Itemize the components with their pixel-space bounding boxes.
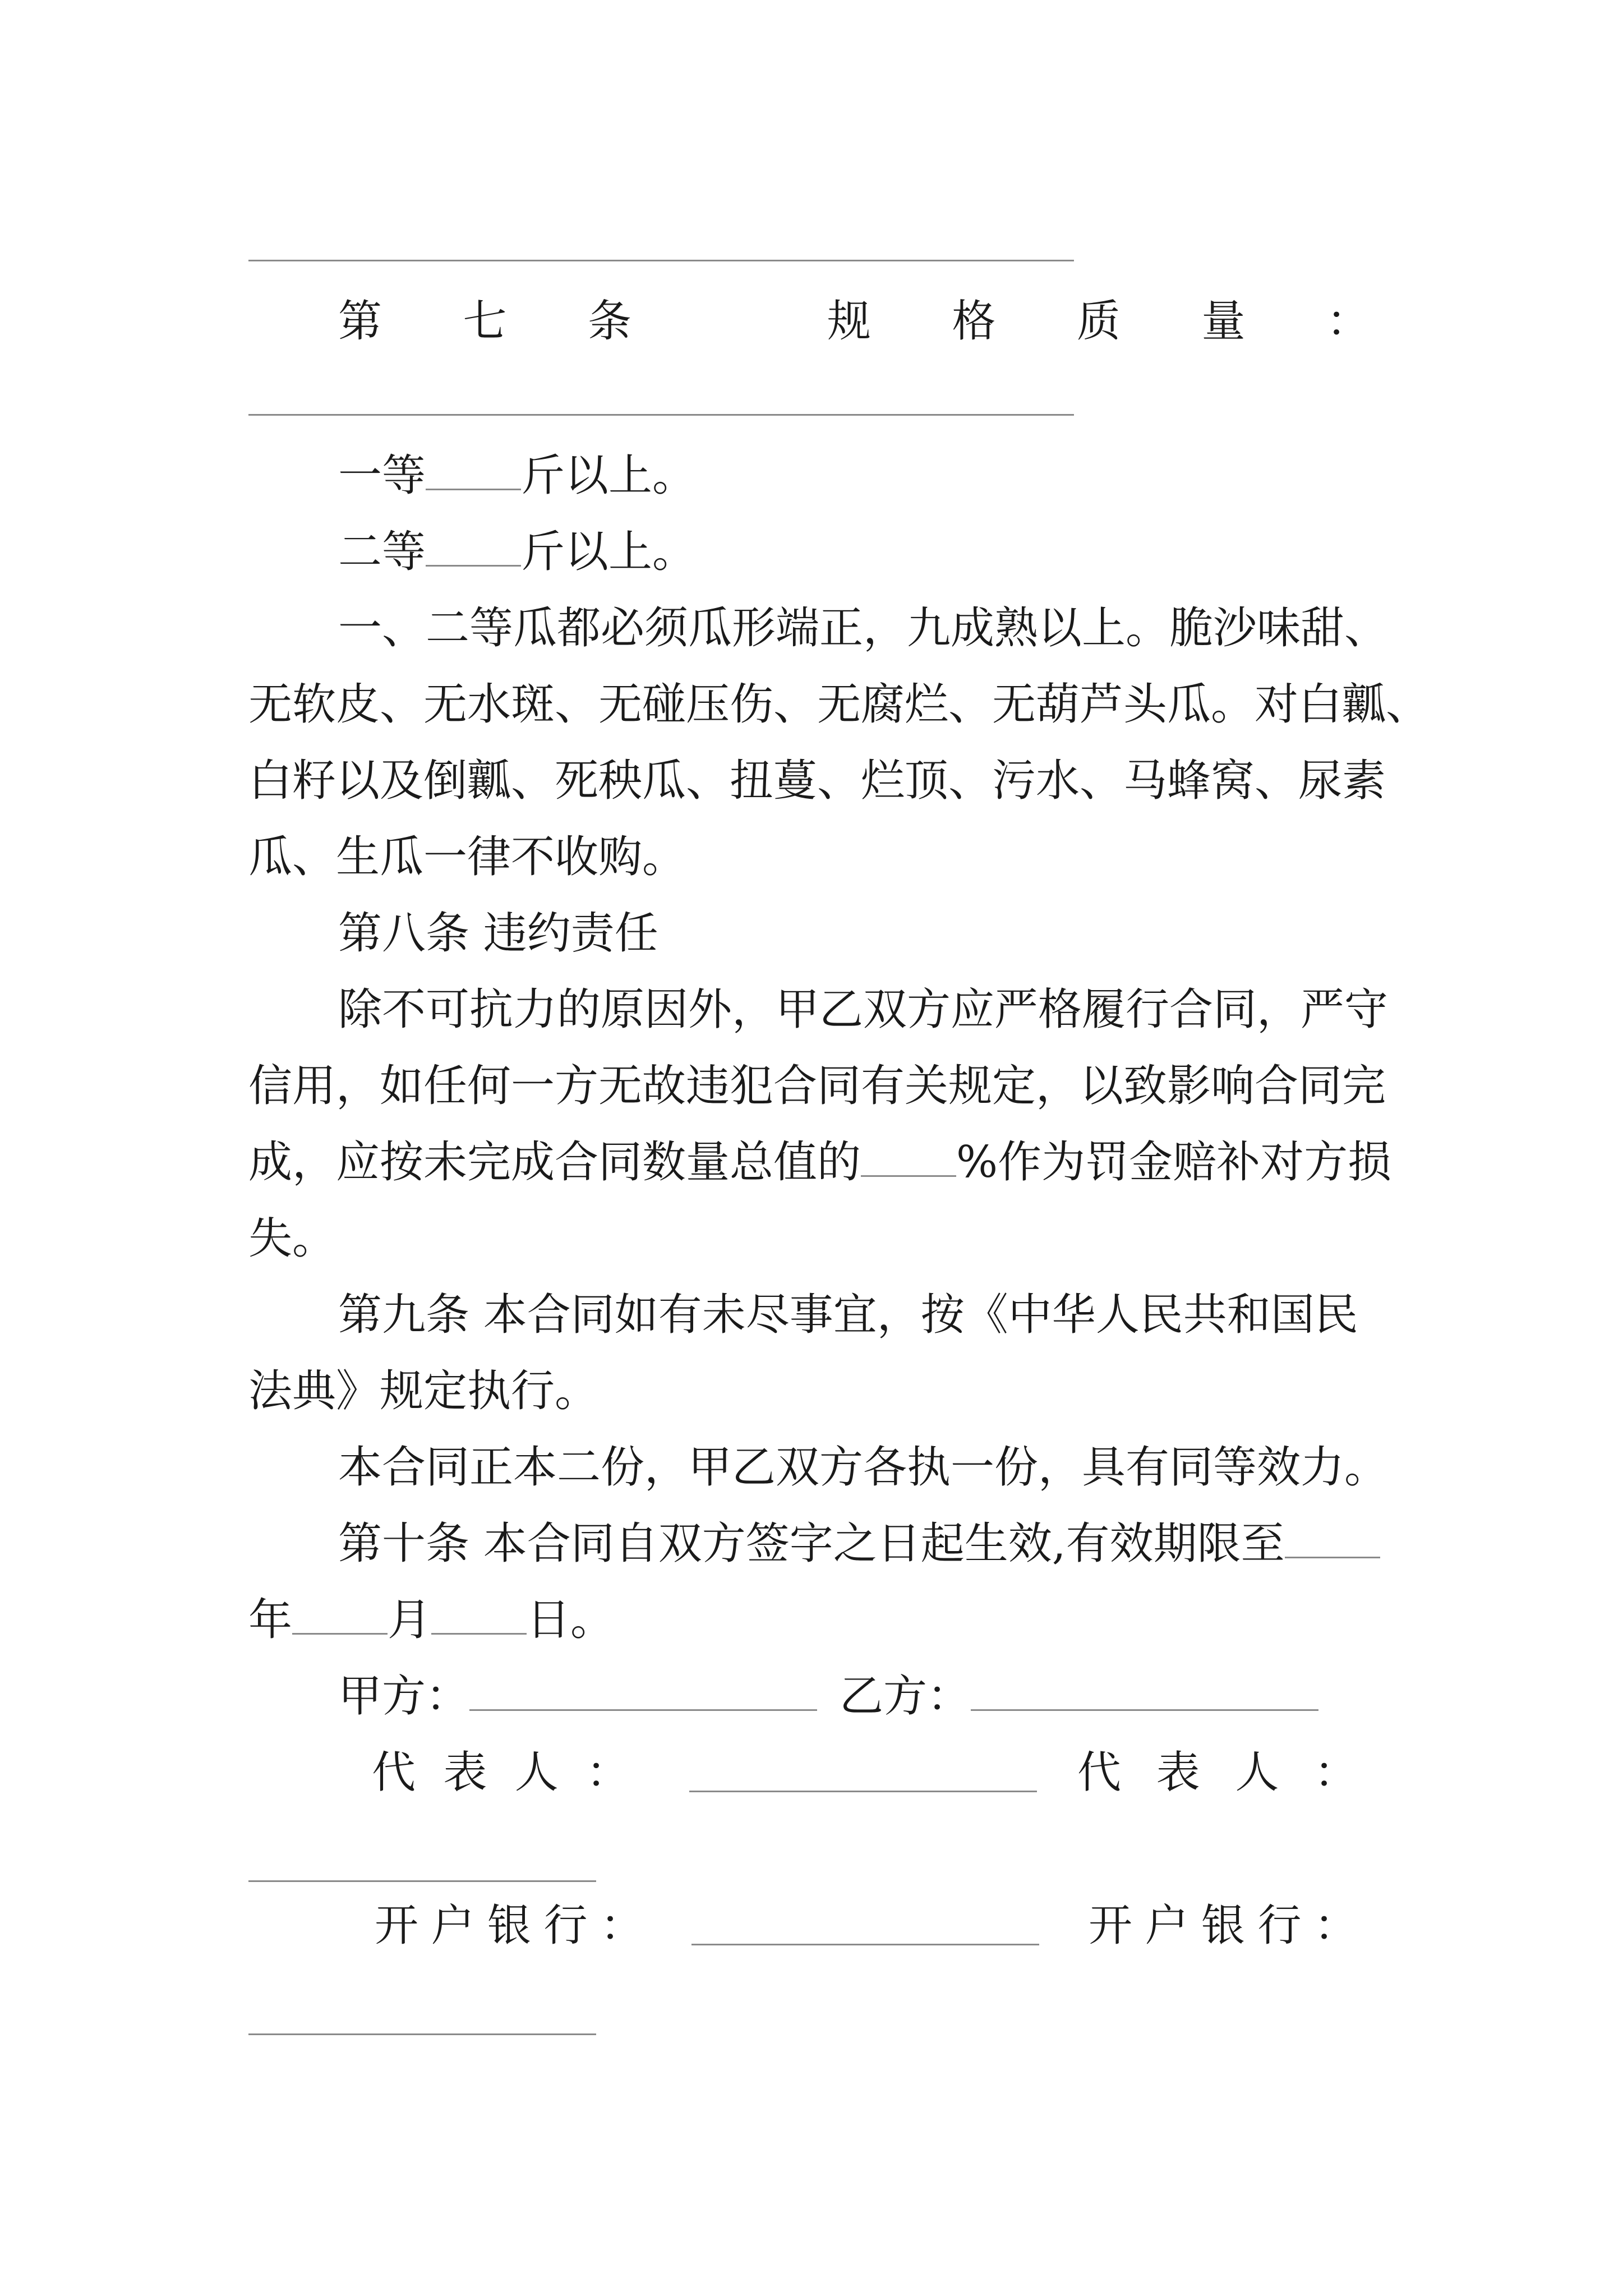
rep-char: 人: [1235, 1747, 1279, 1798]
article-7-char: 格: [952, 296, 996, 347]
bank-char: 户: [431, 1901, 475, 1951]
grade-2-blank: [426, 530, 521, 567]
grade-2-label: 二等: [338, 527, 426, 577]
article-7-char: 条: [588, 296, 632, 347]
party-b-representative-label: [1077, 1734, 1358, 1811]
article-7-char: ：: [1326, 296, 1370, 347]
quality-text: 无软皮、无水斑、无碰压伤、无腐烂、无葫芦头瓜。对白瓤、: [248, 679, 1430, 730]
article-7-char: 质: [1076, 296, 1121, 347]
rep-char: 代: [372, 1747, 416, 1798]
rep-char: ：: [1313, 1747, 1358, 1798]
bank-char: ：: [1313, 1901, 1358, 1951]
quality-text: 瓜、生瓜一律不收购。: [248, 832, 686, 882]
article-7-heading: [338, 283, 1370, 360]
grade-1-label: 一等: [338, 450, 426, 501]
party-b-bank-label: [1089, 1888, 1358, 1964]
grade-1-blank: [426, 454, 521, 490]
day-label: 日。: [527, 1595, 615, 1645]
bank-char: 户: [1145, 1901, 1189, 1951]
grade-1-suffix: 斤以上。: [521, 450, 697, 501]
expiry-date-line: [248, 1582, 1393, 1658]
article-9-text: 第九条 本合同如有未尽事宜，按《中华人民共和国民: [338, 1290, 1358, 1340]
blank-underline: [248, 414, 1074, 416]
party-signature-line: [338, 1658, 1482, 1734]
grade-1-line: [338, 438, 1482, 514]
grade-2-line: [338, 514, 1482, 590]
copies-text: 本合同正本二份，甲乙双方各执一份，具有同等效力。: [338, 1442, 1389, 1493]
bank-char: 行: [543, 1901, 588, 1951]
party-a-bank-blank: [691, 1909, 1039, 1945]
party-b-bank-blank: [248, 2033, 596, 2035]
bank-char: 行: [1257, 1901, 1302, 1951]
party-b-label: 乙方：: [840, 1671, 971, 1722]
bank-char: 银: [1201, 1901, 1245, 1951]
article-7-char: 七: [463, 296, 507, 347]
expiry-month-blank: [292, 1598, 388, 1635]
article-9-text: 法典》规定执行。: [248, 1366, 599, 1416]
article-7-char: 第: [338, 296, 382, 347]
rep-char: 代: [1077, 1747, 1122, 1798]
rep-char: ：: [585, 1747, 630, 1798]
bank-char: 开: [1089, 1901, 1133, 1951]
year-label: 年: [248, 1595, 293, 1645]
expiry-day-blank: [431, 1598, 527, 1635]
bank-char: 开: [375, 1901, 419, 1951]
grade-2-suffix: 斤以上。: [521, 527, 697, 577]
article-7-char: 规: [827, 296, 871, 347]
expiry-year-blank: [1285, 1522, 1380, 1558]
article-10-text: [338, 1506, 1482, 1582]
article-8-text: 除不可抗力的原因外，甲乙双方应严格履行合同，严守: [338, 984, 1389, 1035]
quality-text: 白籽以及倒瓤、死秧瓜、扭蔓、烂顶、污水、马蜂窝、尿素: [248, 756, 1386, 806]
article-7-char: 量: [1201, 296, 1246, 347]
blank-underline: [248, 260, 1074, 261]
party-b-blank: [971, 1674, 1318, 1711]
article-8-text: [248, 1124, 1393, 1200]
bank-char: 银: [487, 1901, 531, 1951]
penalty-percent-blank: [861, 1140, 956, 1177]
party-a-blank: [469, 1674, 817, 1711]
rep-char: 表: [1156, 1747, 1200, 1798]
article-8-text: 失。: [248, 1213, 336, 1264]
party-a-bank-label: [375, 1888, 644, 1964]
party-b-representative-blank: [248, 1880, 596, 1882]
party-a-representative-label: [372, 1734, 630, 1811]
rep-char: 表: [443, 1747, 487, 1798]
article-8-text: 信用，如任何一方无故违犯合同有关规定，以致影响合同完: [248, 1061, 1386, 1111]
article-10-text-main: 第十条 本合同自双方签字之日起生效,有效期限至: [338, 1519, 1285, 1569]
quality-text: 一、二等瓜都必须瓜形端正，九成熟以上。脆沙味甜、: [338, 603, 1389, 654]
article-8-heading: 第八条 违约责任: [338, 908, 658, 959]
article-8-text-suffix: %作为罚金赔补对方损: [956, 1137, 1392, 1188]
month-label: 月: [388, 1595, 432, 1645]
article-8-text-prefix: 成，应按未完成合同数量总值的: [248, 1137, 861, 1188]
bank-char: ：: [600, 1901, 644, 1951]
party-a-label: 甲方：: [338, 1671, 470, 1722]
rep-char: 人: [514, 1747, 559, 1798]
party-a-representative-blank: [689, 1756, 1037, 1792]
